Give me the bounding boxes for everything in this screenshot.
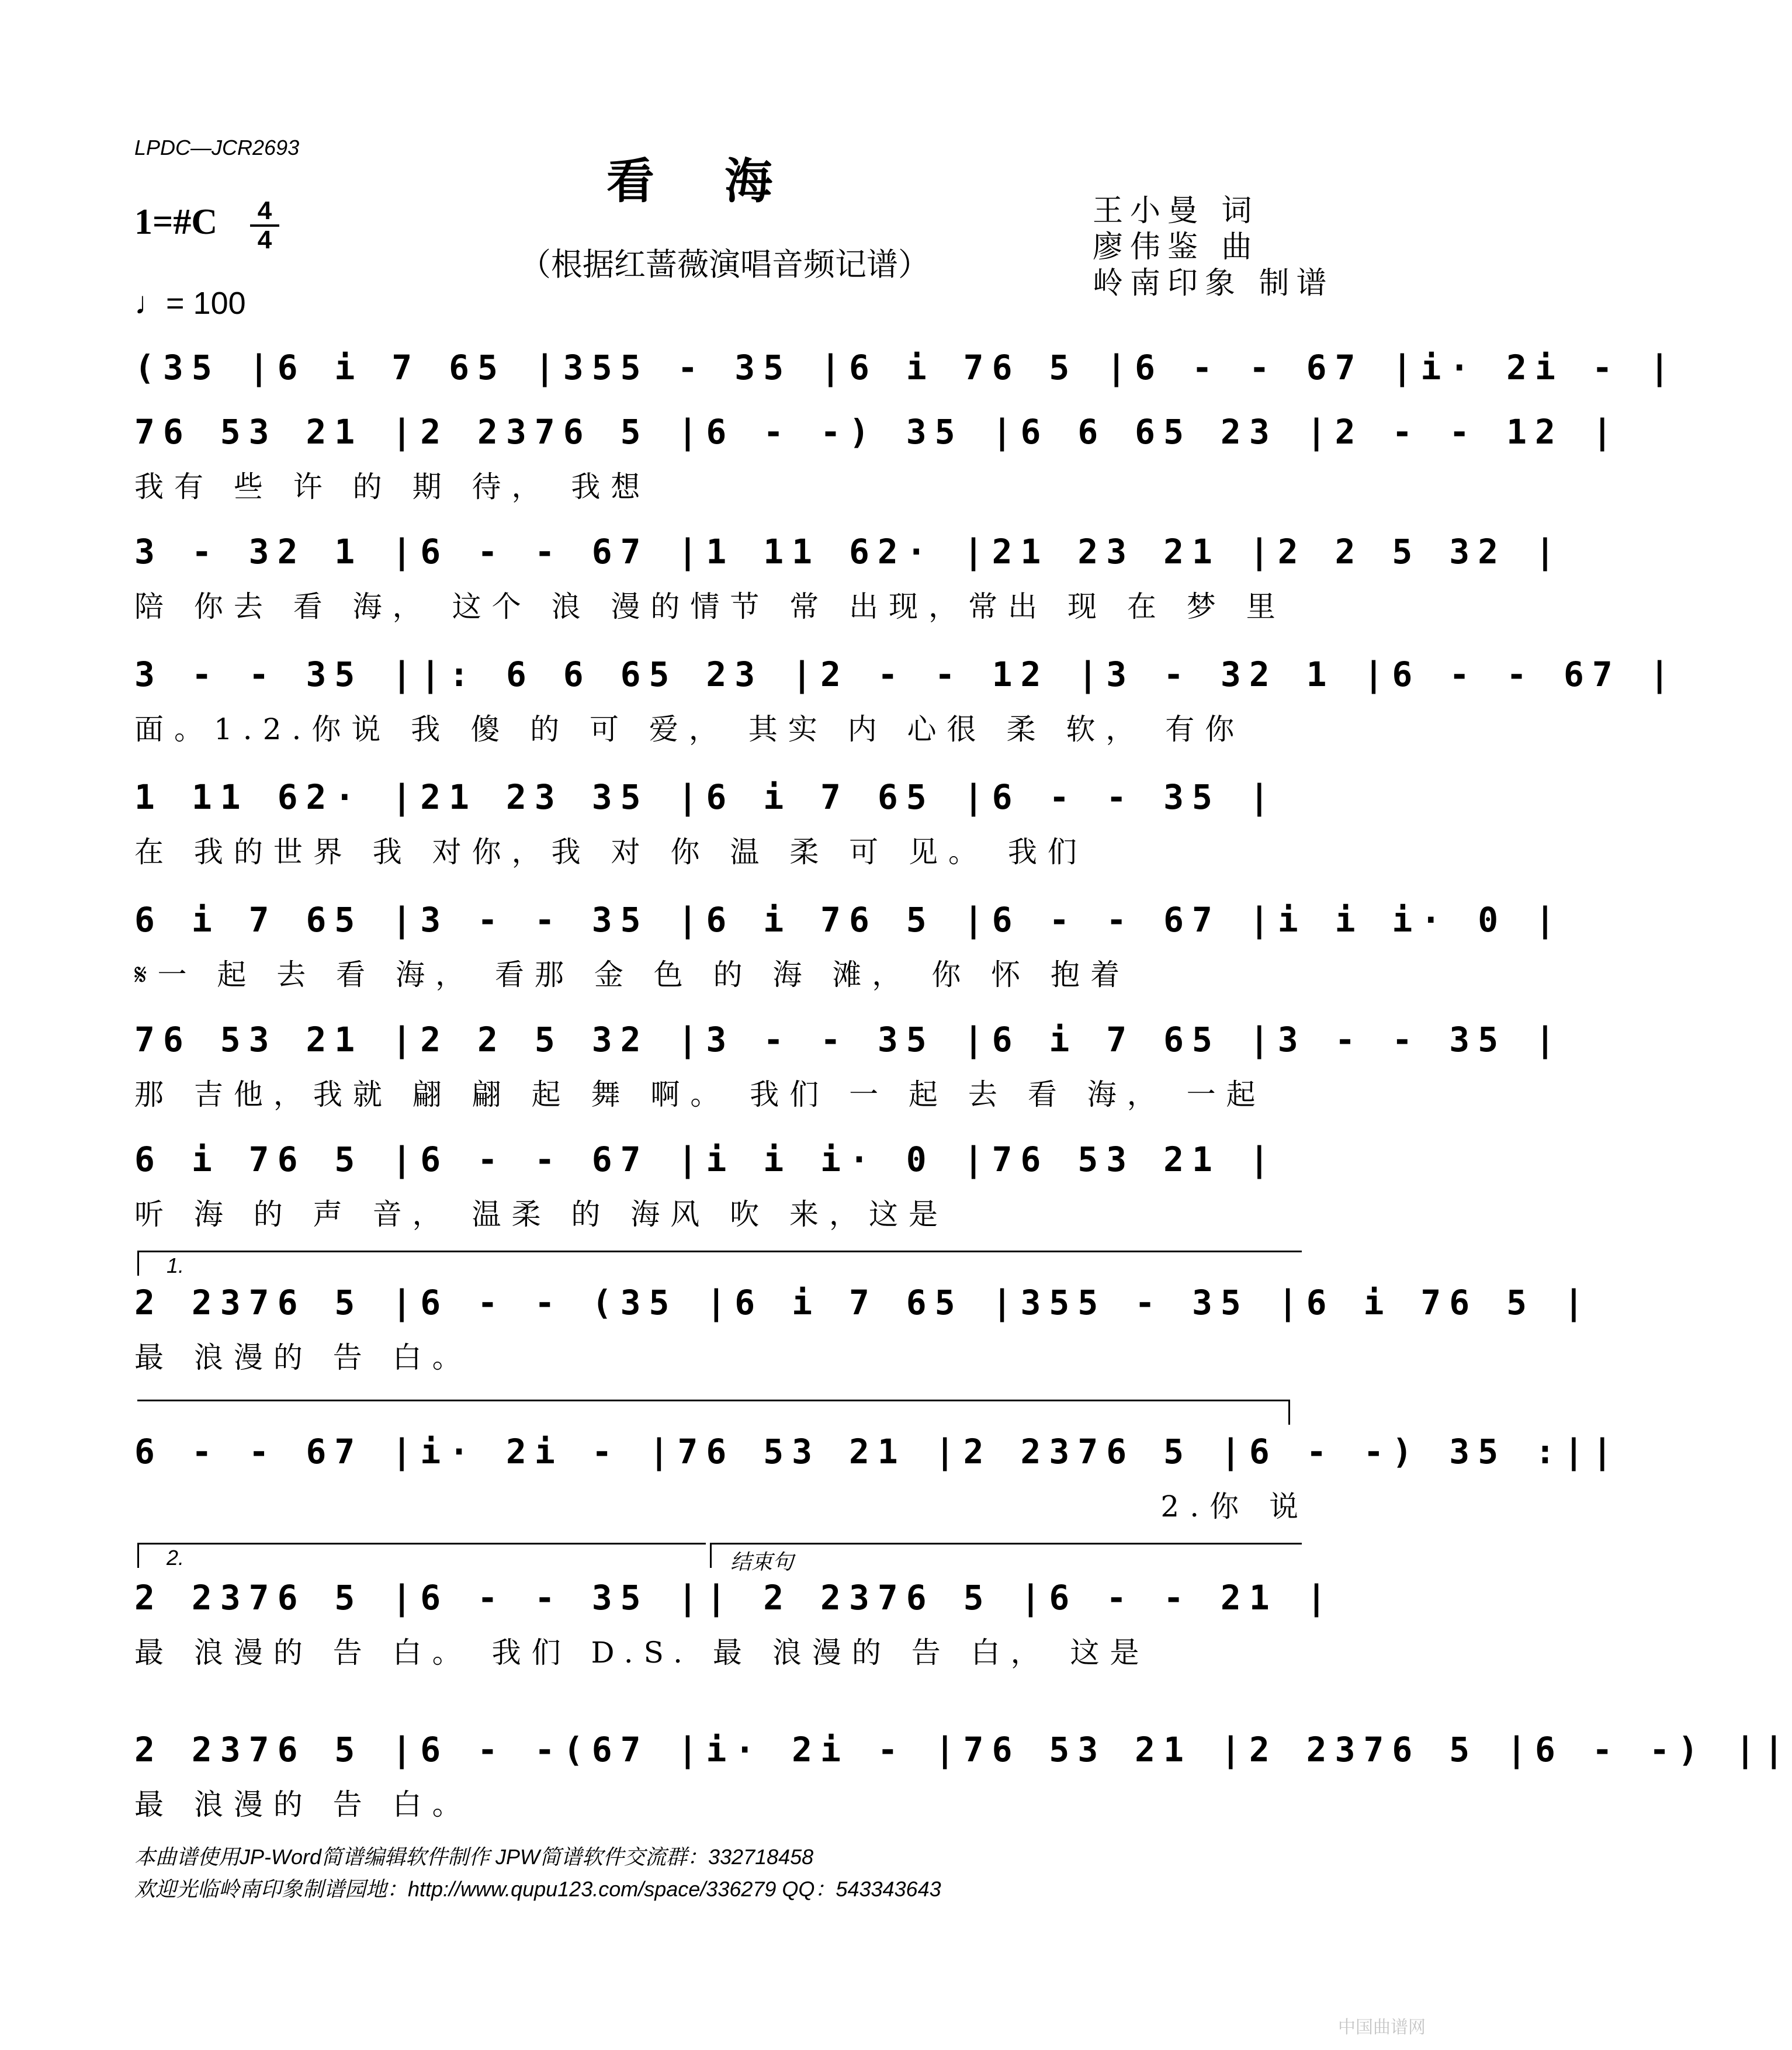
composer-credit: 廖伟鉴 曲 <box>1093 230 1259 265</box>
volta-1-bracket-end <box>137 1400 1290 1425</box>
footer-line-1: 本曲谱使用JP-Word简谱编辑软件制作 JPW简谱软件交流群：332718458 <box>134 1845 814 1869</box>
notation-line: (35 |6 i 7 65 |355 - 35 |6 i 76 5 |6 - - 67 |i· 2i - | <box>134 348 1678 387</box>
arranger-credit: 岭南印象 制谱 <box>1093 266 1334 301</box>
lyrics-line: 最 浪漫的 告 白。 <box>134 1341 472 1374</box>
tempo-marking: ♩= 100 <box>134 286 246 321</box>
lyrics-line: 𝄋一 起 去 看 海， 看那 金 色 的 海 滩， 你 怀 抱着 <box>134 958 1131 992</box>
lyrics-line: 最 浪漫的 告 白。 <box>134 1788 472 1822</box>
ending-label: 结束句 <box>730 1550 794 1574</box>
notation-line: 3 - - 35 ||: 6 6 65 23 |2 - - 12 |3 - 32 1 |6 - - 67 | <box>134 655 1678 694</box>
time-signature <box>250 196 279 254</box>
watermark-logo: 中国曲谱网 <box>1338 2018 1426 2037</box>
notation-line: 6 i 76 5 |6 - - 67 |i i i· 0 |76 53 21 | <box>134 1140 1278 1179</box>
notation-line: 2 2376 5 |6 - -(67 |i· 2i - |76 53 21 |2 2376 5 |6 - -) || <box>134 1730 1792 1769</box>
volta-1-label: 1. <box>167 1253 185 1277</box>
song-title: 看海 <box>606 153 843 209</box>
footer-line-2: 欢迎光临岭南印象制谱园地：http://www.qupu123.com/space/336279 QQ：543343643 <box>134 1877 941 1901</box>
volta-2-bracket <box>137 1543 706 1568</box>
time-signature-bottom: 4 <box>257 226 272 254</box>
song-subtitle: （根据红蔷薇演唱音频记谱） <box>519 246 930 283</box>
notation-line: 2 2376 5 |6 - - (35 |6 i 7 65 |355 - 35 |6 i 76 5 | <box>134 1283 1592 1322</box>
notation-line: 6 i 7 65 |3 - - 35 |6 i 76 5 |6 - - 67 |i i i· 0 | <box>134 900 1564 940</box>
lyrics-line: 2.你 说 <box>1160 1490 1309 1523</box>
notation-line: 2 2376 5 |6 - - 35 || 2 2376 5 |6 - - 21 | <box>134 1578 1335 1618</box>
ending-bracket <box>710 1543 1302 1568</box>
lyrics-line: 陪 你去 看 海， 这个 浪 漫的情节 常 出现，常出 现 在 梦 里 <box>134 590 1286 624</box>
lyrics-line: 面。1.2.你说 我 傻 的 可 爱， 其实 内 心很 柔 软， 有你 <box>134 712 1245 746</box>
notation-line: 76 53 21 |2 2 5 32 |3 - - 35 |6 i 7 65 |3 - - 35 | <box>134 1020 1564 1059</box>
notation-line: 1 11 62· |21 23 35 |6 i 7 65 |6 - - 35 | <box>134 777 1278 817</box>
lyrics-line: 听 海 的 声 音， 温柔 的 海风 吹 来，这是 <box>134 1197 949 1231</box>
notation-line: 3 - 32 1 |6 - - 67 |1 11 62· |21 23 21 |2 2 5 32 | <box>134 532 1564 572</box>
lyrics-line: 那 吉他，我就 翩 翩 起 舞 啊。 我们 一 起 去 看 海， 一起 <box>134 1078 1266 1111</box>
credits <box>1093 193 1334 302</box>
notation-line: 76 53 21 |2 2376 5 |6 - -) 35 |6 6 65 23 |2 - - 12 | <box>134 412 1621 452</box>
lyrics-line: 我有 些 许 的 期 待， 我想 <box>134 470 651 504</box>
lyrics-line: 最 浪漫的 告 白。 我们 D.S. 最 浪漫的 告 白， 这是 <box>134 1636 1150 1670</box>
lyrics-line: 在 我的世界 我 对你，我 对 你 温 柔 可 见。 我们 <box>134 835 1087 869</box>
volta-2-label: 2. <box>167 1546 185 1570</box>
notation-line: 6 - - 67 |i· 2i - |76 53 21 |2 2376 5 |6 - -) 35 :|| <box>134 1432 1621 1471</box>
score-code: LPDC—JCR2693 <box>134 136 300 160</box>
volta-1-bracket <box>137 1251 1302 1276</box>
lyricist-credit: 王小曼 词 <box>1093 193 1259 228</box>
time-signature-top: 4 <box>257 196 272 225</box>
key-signature: 1=#C <box>134 202 218 242</box>
